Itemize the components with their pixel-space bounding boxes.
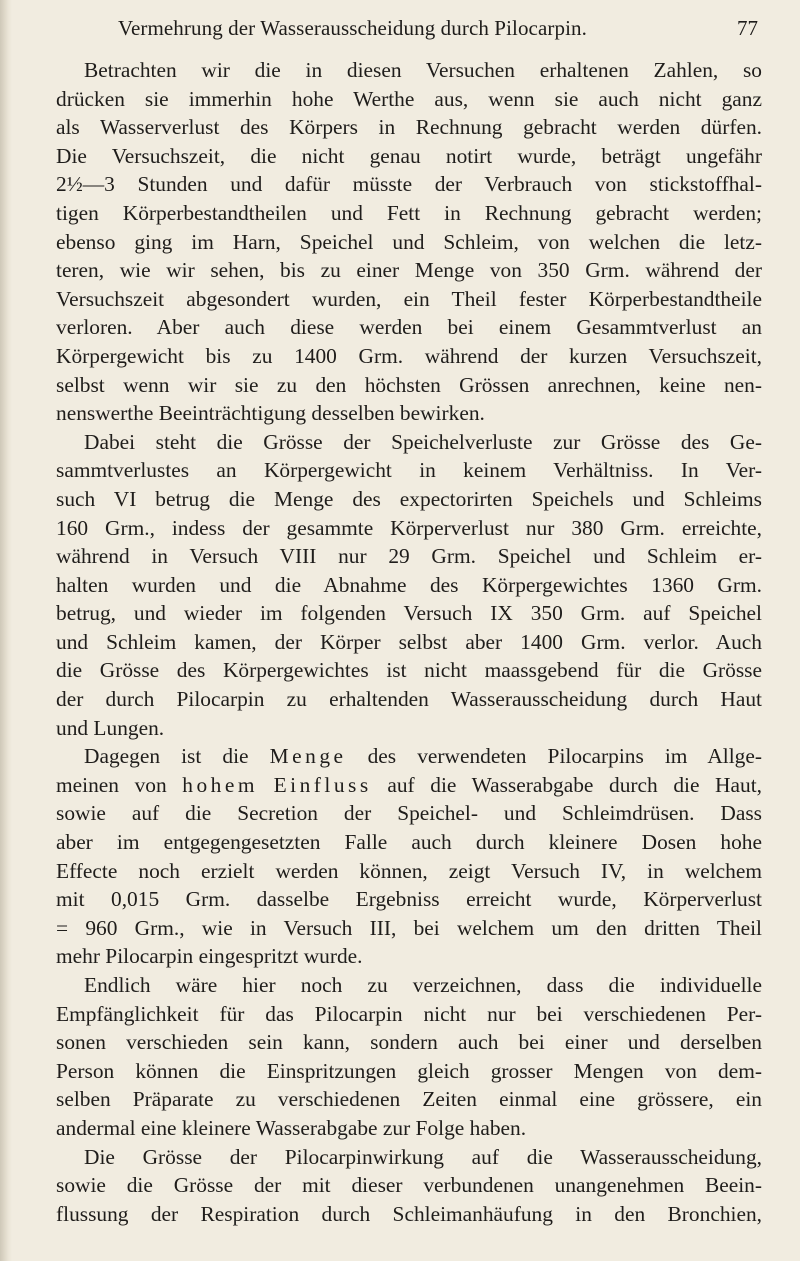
text-line: mehr Pilocarpin eingespritzt wurde. <box>56 944 363 969</box>
text-line: Betrachten wir die in diesen Versuchen erhaltenen Zahlen, so <box>84 58 762 82</box>
text-line: such VI betrug die Menge des expectorirten Speichels und Schleims <box>56 486 762 511</box>
text-line: nenswerthe Beeinträchtigung desselben bewirken. <box>56 401 485 426</box>
body-text <box>56 56 762 1228</box>
text-line: und Schleim kamen, der Körper selbst aber 1400 Grm. verlor. Auch <box>56 629 762 654</box>
text-run: Dagegen ist die <box>84 744 270 769</box>
text-line: 160 Grm., indess der gesammte Körperverlust nur 380 Grm. erreichte, <box>56 515 762 540</box>
text-line: drücken sie immerhin hohe Werthe aus, wenn sie auch nicht ganz <box>56 86 762 111</box>
text-line: 2½—3 Stunden und dafür müsste der Verbrauch von stickstoffhal- <box>56 172 762 197</box>
text-line <box>56 771 762 800</box>
text-line: teren, wie wir sehen, bis zu einer Menge von 350 Grm. während der <box>56 258 762 283</box>
emphasis-spaced: hohem <box>182 772 258 797</box>
text-run: auf die Wasserabgabe durch die Haut, <box>371 772 762 797</box>
text-run <box>258 773 274 797</box>
text-line: sonen verschieden sein kann, sondern auch bei einer und derselben <box>56 1030 762 1055</box>
text-line: sammtverlustes an Körpergewicht in keinem Verhältniss. In Ver- <box>56 458 762 483</box>
text-line: Endlich wäre hier noch zu verzeichnen, dass die individuelle <box>84 973 762 997</box>
text-line: tigen Körperbestandtheilen und Fett in Rechnung gebracht werden; <box>56 200 762 225</box>
text-line: Versuchszeit abgesondert wurden, ein Theil fester Körperbestandtheile <box>56 286 762 311</box>
page-gutter-shadow <box>0 0 12 1261</box>
text-line: = 960 Grm., wie in Versuch III, bei welchem um den dritten Theil <box>56 915 762 940</box>
text-line: ebenso ging im Harn, Speichel und Schleim, von welchen die letz- <box>56 229 762 254</box>
running-head <box>118 12 758 46</box>
running-title: Vermehrung der Wasserausscheidung durch Pilocarpin. <box>118 16 587 40</box>
text-line: Die Versuchszeit, die nicht genau notirt wurde, beträgt ungefähr <box>56 143 762 168</box>
text-line: selbst wenn wir sie zu den höchsten Grössen anrechnen, keine nen- <box>56 372 762 397</box>
text-line: als Wasserverlust des Körpers in Rechnung gebracht werden dürfen. <box>56 115 762 140</box>
text-line: Körpergewicht bis zu 1400 Grm. während der kurzen Versuchszeit, <box>56 343 762 368</box>
text-line: verloren. Aber auch diese werden bei einem Gesammtverlust an <box>56 315 762 340</box>
text-line: sowie auf die Secretion der Speichel- und Schleimdrüsen. Dass <box>56 801 762 826</box>
text-line: Dabei steht die Grösse der Speichelverluste zur Grösse des Ge- <box>84 429 762 454</box>
text-line: halten wurden und die Abnahme des Körpergewichtes 1360 Grm. <box>56 572 762 597</box>
text-line: Person können die Einspritzungen gleich grosser Mengen von dem- <box>56 1058 762 1083</box>
text-line: der durch Pilocarpin zu erhaltenden Wasserausscheidung durch Haut <box>56 687 762 712</box>
text-line: und Lungen. <box>56 715 165 740</box>
text-line: andermal eine kleinere Wasserabgabe zur Folge haben. <box>56 1115 527 1140</box>
page-number: 77 <box>737 16 758 40</box>
text-line: selben Präparate zu verschiedenen Zeiten einmal eine grössere, ein <box>56 1087 762 1112</box>
text-run: des verwendeten Pilocarpins im Allge- <box>346 744 762 769</box>
text-run: meinen von <box>56 772 183 797</box>
text-line: aber im entgegengesetzten Falle auch durch kleinere Dosen hohe <box>56 830 762 855</box>
text-line <box>56 742 762 771</box>
text-line: betrug, und wieder im folgenden Versuch IX 350 Grm. auf Speichel <box>56 601 762 626</box>
emphasis-spaced: Menge <box>269 744 347 769</box>
text-line: sowie die Grösse der mit dieser verbundenen unangenehmen Beein- <box>56 1173 762 1198</box>
text-line: Empfänglichkeit für das Pilocarpin nicht nur bei verschiedenen Per- <box>56 1001 762 1026</box>
emphasis-spaced: Einfluss <box>273 772 372 797</box>
text-line: die Grösse des Körpergewichtes ist nicht maassgebend für die Grösse <box>56 658 762 683</box>
text-line: Effecte noch erzielt werden können, zeigt Versuch IV, in welchem <box>56 858 762 883</box>
text-line: flussung der Respiration durch Schleimanhäufung in den Bronchien, <box>56 1201 762 1226</box>
text-line: Die Grösse der Pilocarpinwirkung auf die Wasserausscheidung, <box>84 1144 762 1169</box>
text-line: mit 0,015 Grm. dasselbe Ergebniss erreicht wurde, Körperverlust <box>56 887 762 912</box>
text-line: während in Versuch VIII nur 29 Grm. Speichel und Schleim er- <box>56 544 762 569</box>
